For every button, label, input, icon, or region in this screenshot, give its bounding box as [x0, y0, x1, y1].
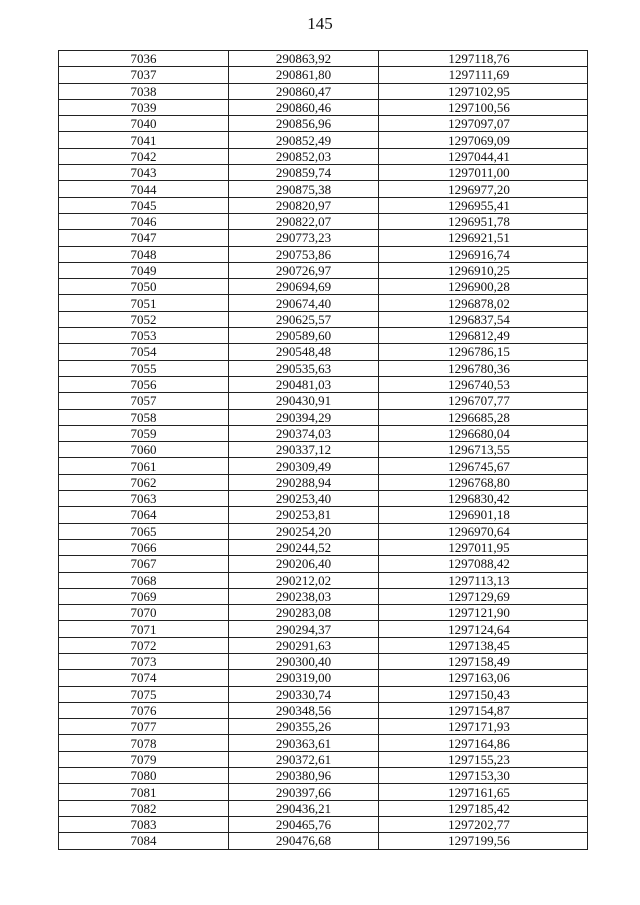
x-coordinate-cell: 290380,96: [229, 768, 379, 784]
x-coordinate-cell: 290852,49: [229, 132, 379, 148]
y-coordinate-cell: 1297111,69: [379, 67, 588, 83]
x-coordinate-cell: 290291,63: [229, 637, 379, 653]
table-row: [59, 328, 588, 344]
x-coordinate-cell: 290283,08: [229, 605, 379, 621]
point-number-cell: 7068: [59, 572, 229, 588]
coordinates-table-body: [59, 51, 588, 850]
x-coordinate-cell: 290875,38: [229, 181, 379, 197]
table-row: [59, 393, 588, 409]
y-coordinate-cell: 1296786,15: [379, 344, 588, 360]
y-coordinate-cell: 1297118,76: [379, 51, 588, 67]
x-coordinate-cell: 290694,69: [229, 279, 379, 295]
table-row: [59, 279, 588, 295]
point-number-cell: 7039: [59, 99, 229, 115]
x-coordinate-cell: 290856,96: [229, 116, 379, 132]
table-row: [59, 409, 588, 425]
point-number-cell: 7040: [59, 116, 229, 132]
point-number-cell: 7041: [59, 132, 229, 148]
point-number-cell: 7038: [59, 83, 229, 99]
y-coordinate-cell: 1296970,64: [379, 523, 588, 539]
x-coordinate-cell: 290820,97: [229, 197, 379, 213]
y-coordinate-cell: 1296780,36: [379, 360, 588, 376]
coordinates-table: [58, 50, 588, 850]
y-coordinate-cell: 1296713,55: [379, 442, 588, 458]
point-number-cell: 7059: [59, 425, 229, 441]
point-number-cell: 7072: [59, 637, 229, 653]
y-coordinate-cell: 1296812,49: [379, 328, 588, 344]
x-coordinate-cell: 290363,61: [229, 735, 379, 751]
x-coordinate-cell: 290319,00: [229, 670, 379, 686]
y-coordinate-cell: 1296916,74: [379, 246, 588, 262]
point-number-cell: 7057: [59, 393, 229, 409]
x-coordinate-cell: 290860,47: [229, 83, 379, 99]
point-number-cell: 7055: [59, 360, 229, 376]
y-coordinate-cell: 1296955,41: [379, 197, 588, 213]
point-number-cell: 7077: [59, 719, 229, 735]
y-coordinate-cell: 1296680,04: [379, 425, 588, 441]
x-coordinate-cell: 290773,23: [229, 230, 379, 246]
point-number-cell: 7043: [59, 165, 229, 181]
table-row: [59, 784, 588, 800]
table-row: [59, 230, 588, 246]
y-coordinate-cell: 1297163,06: [379, 670, 588, 686]
table-row: [59, 686, 588, 702]
point-number-cell: 7074: [59, 670, 229, 686]
table-row: [59, 165, 588, 181]
table-row: [59, 556, 588, 572]
point-number-cell: 7053: [59, 328, 229, 344]
x-coordinate-cell: 290430,91: [229, 393, 379, 409]
table-row: [59, 621, 588, 637]
y-coordinate-cell: 1297011,00: [379, 165, 588, 181]
point-number-cell: 7079: [59, 751, 229, 767]
table-row: [59, 605, 588, 621]
y-coordinate-cell: 1296910,25: [379, 262, 588, 278]
y-coordinate-cell: 1296977,20: [379, 181, 588, 197]
table-row: [59, 653, 588, 669]
point-number-cell: 7054: [59, 344, 229, 360]
y-coordinate-cell: 1297155,23: [379, 751, 588, 767]
y-coordinate-cell: 1297113,13: [379, 572, 588, 588]
x-coordinate-cell: 290244,52: [229, 539, 379, 555]
table-row: [59, 719, 588, 735]
x-coordinate-cell: 290294,37: [229, 621, 379, 637]
table-row: [59, 523, 588, 539]
point-number-cell: 7076: [59, 702, 229, 718]
page-number: 145: [307, 14, 333, 33]
y-coordinate-cell: 1297102,95: [379, 83, 588, 99]
x-coordinate-cell: 290374,03: [229, 425, 379, 441]
point-number-cell: 7080: [59, 768, 229, 784]
x-coordinate-cell: 290337,12: [229, 442, 379, 458]
x-coordinate-cell: 290535,63: [229, 360, 379, 376]
point-number-cell: 7048: [59, 246, 229, 262]
point-number-cell: 7052: [59, 311, 229, 327]
x-coordinate-cell: 290852,03: [229, 148, 379, 164]
y-coordinate-cell: 1297124,64: [379, 621, 588, 637]
y-coordinate-cell: 1296837,54: [379, 311, 588, 327]
point-number-cell: 7071: [59, 621, 229, 637]
x-coordinate-cell: 290861,80: [229, 67, 379, 83]
table-row: [59, 425, 588, 441]
x-coordinate-cell: 290212,02: [229, 572, 379, 588]
point-number-cell: 7066: [59, 539, 229, 555]
table-row: [59, 458, 588, 474]
y-coordinate-cell: 1297011,95: [379, 539, 588, 555]
table-row: [59, 670, 588, 686]
table-row: [59, 67, 588, 83]
x-coordinate-cell: 290253,81: [229, 507, 379, 523]
y-coordinate-cell: 1296707,77: [379, 393, 588, 409]
y-coordinate-cell: 1297158,49: [379, 653, 588, 669]
x-coordinate-cell: 290753,86: [229, 246, 379, 262]
point-number-cell: 7065: [59, 523, 229, 539]
y-coordinate-cell: 1297199,56: [379, 833, 588, 849]
point-number-cell: 7056: [59, 376, 229, 392]
table-row: [59, 295, 588, 311]
point-number-cell: 7082: [59, 800, 229, 816]
table-row: [59, 491, 588, 507]
table-row: [59, 751, 588, 767]
y-coordinate-cell: 1296768,80: [379, 474, 588, 490]
table-row: [59, 572, 588, 588]
x-coordinate-cell: 290288,94: [229, 474, 379, 490]
x-coordinate-cell: 290254,20: [229, 523, 379, 539]
y-coordinate-cell: 1297171,93: [379, 719, 588, 735]
point-number-cell: 7060: [59, 442, 229, 458]
point-number-cell: 7036: [59, 51, 229, 67]
table-row: [59, 148, 588, 164]
x-coordinate-cell: 290330,74: [229, 686, 379, 702]
point-number-cell: 7062: [59, 474, 229, 490]
table-row: [59, 474, 588, 490]
x-coordinate-cell: 290436,21: [229, 800, 379, 816]
x-coordinate-cell: 290863,92: [229, 51, 379, 67]
y-coordinate-cell: 1297088,42: [379, 556, 588, 572]
table-row: [59, 197, 588, 213]
x-coordinate-cell: 290548,48: [229, 344, 379, 360]
x-coordinate-cell: 290300,40: [229, 653, 379, 669]
table-row: [59, 181, 588, 197]
y-coordinate-cell: 1296901,18: [379, 507, 588, 523]
table-row: [59, 442, 588, 458]
y-coordinate-cell: 1297150,43: [379, 686, 588, 702]
point-number-cell: 7045: [59, 197, 229, 213]
table-row: [59, 83, 588, 99]
y-coordinate-cell: 1297153,30: [379, 768, 588, 784]
y-coordinate-cell: 1297069,09: [379, 132, 588, 148]
point-number-cell: 7061: [59, 458, 229, 474]
table-row: [59, 132, 588, 148]
x-coordinate-cell: 290476,68: [229, 833, 379, 849]
table-row: [59, 702, 588, 718]
table-row: [59, 539, 588, 555]
point-number-cell: 7058: [59, 409, 229, 425]
table-row: [59, 51, 588, 67]
x-coordinate-cell: 290465,76: [229, 816, 379, 832]
x-coordinate-cell: 290206,40: [229, 556, 379, 572]
point-number-cell: 7075: [59, 686, 229, 702]
point-number-cell: 7073: [59, 653, 229, 669]
table-row: [59, 637, 588, 653]
point-number-cell: 7044: [59, 181, 229, 197]
y-coordinate-cell: 1296745,67: [379, 458, 588, 474]
table-row: [59, 588, 588, 604]
table-row: [59, 262, 588, 278]
point-number-cell: 7042: [59, 148, 229, 164]
point-number-cell: 7083: [59, 816, 229, 832]
point-number-cell: 7081: [59, 784, 229, 800]
table-row: [59, 116, 588, 132]
y-coordinate-cell: 1297154,87: [379, 702, 588, 718]
y-coordinate-cell: 1297164,86: [379, 735, 588, 751]
y-coordinate-cell: 1296830,42: [379, 491, 588, 507]
point-number-cell: 7084: [59, 833, 229, 849]
x-coordinate-cell: 290860,46: [229, 99, 379, 115]
x-coordinate-cell: 290372,61: [229, 751, 379, 767]
x-coordinate-cell: 290859,74: [229, 165, 379, 181]
y-coordinate-cell: 1296878,02: [379, 295, 588, 311]
y-coordinate-cell: 1296685,28: [379, 409, 588, 425]
y-coordinate-cell: 1297202,77: [379, 816, 588, 832]
x-coordinate-cell: 290674,40: [229, 295, 379, 311]
x-coordinate-cell: 290481,03: [229, 376, 379, 392]
y-coordinate-cell: 1297044,41: [379, 148, 588, 164]
point-number-cell: 7047: [59, 230, 229, 246]
table-row: [59, 311, 588, 327]
table-row: [59, 816, 588, 832]
x-coordinate-cell: 290348,56: [229, 702, 379, 718]
table-row: [59, 800, 588, 816]
y-coordinate-cell: 1296900,28: [379, 279, 588, 295]
y-coordinate-cell: 1297097,07: [379, 116, 588, 132]
x-coordinate-cell: 290589,60: [229, 328, 379, 344]
table-row: [59, 360, 588, 376]
point-number-cell: 7070: [59, 605, 229, 621]
point-number-cell: 7063: [59, 491, 229, 507]
table-row: [59, 507, 588, 523]
point-number-cell: 7050: [59, 279, 229, 295]
point-number-cell: 7078: [59, 735, 229, 751]
y-coordinate-cell: 1297161,65: [379, 784, 588, 800]
point-number-cell: 7037: [59, 67, 229, 83]
x-coordinate-cell: 290309,49: [229, 458, 379, 474]
x-coordinate-cell: 290726,97: [229, 262, 379, 278]
point-number-cell: 7046: [59, 213, 229, 229]
point-number-cell: 7049: [59, 262, 229, 278]
table-row: [59, 768, 588, 784]
point-number-cell: 7051: [59, 295, 229, 311]
table-row: [59, 99, 588, 115]
y-coordinate-cell: 1297138,45: [379, 637, 588, 653]
x-coordinate-cell: 290253,40: [229, 491, 379, 507]
x-coordinate-cell: 290394,29: [229, 409, 379, 425]
table-row: [59, 246, 588, 262]
table-row: [59, 833, 588, 849]
y-coordinate-cell: 1297185,42: [379, 800, 588, 816]
y-coordinate-cell: 1296921,51: [379, 230, 588, 246]
point-number-cell: 7069: [59, 588, 229, 604]
x-coordinate-cell: 290238,03: [229, 588, 379, 604]
x-coordinate-cell: 290355,26: [229, 719, 379, 735]
x-coordinate-cell: 290397,66: [229, 784, 379, 800]
y-coordinate-cell: 1296740,53: [379, 376, 588, 392]
table-row: [59, 735, 588, 751]
y-coordinate-cell: 1297121,90: [379, 605, 588, 621]
y-coordinate-cell: 1297100,56: [379, 99, 588, 115]
y-coordinate-cell: 1297129,69: [379, 588, 588, 604]
point-number-cell: 7064: [59, 507, 229, 523]
point-number-cell: 7067: [59, 556, 229, 572]
y-coordinate-cell: 1296951,78: [379, 213, 588, 229]
table-row: [59, 376, 588, 392]
x-coordinate-cell: 290822,07: [229, 213, 379, 229]
table-row: [59, 213, 588, 229]
table-row: [59, 344, 588, 360]
x-coordinate-cell: 290625,57: [229, 311, 379, 327]
